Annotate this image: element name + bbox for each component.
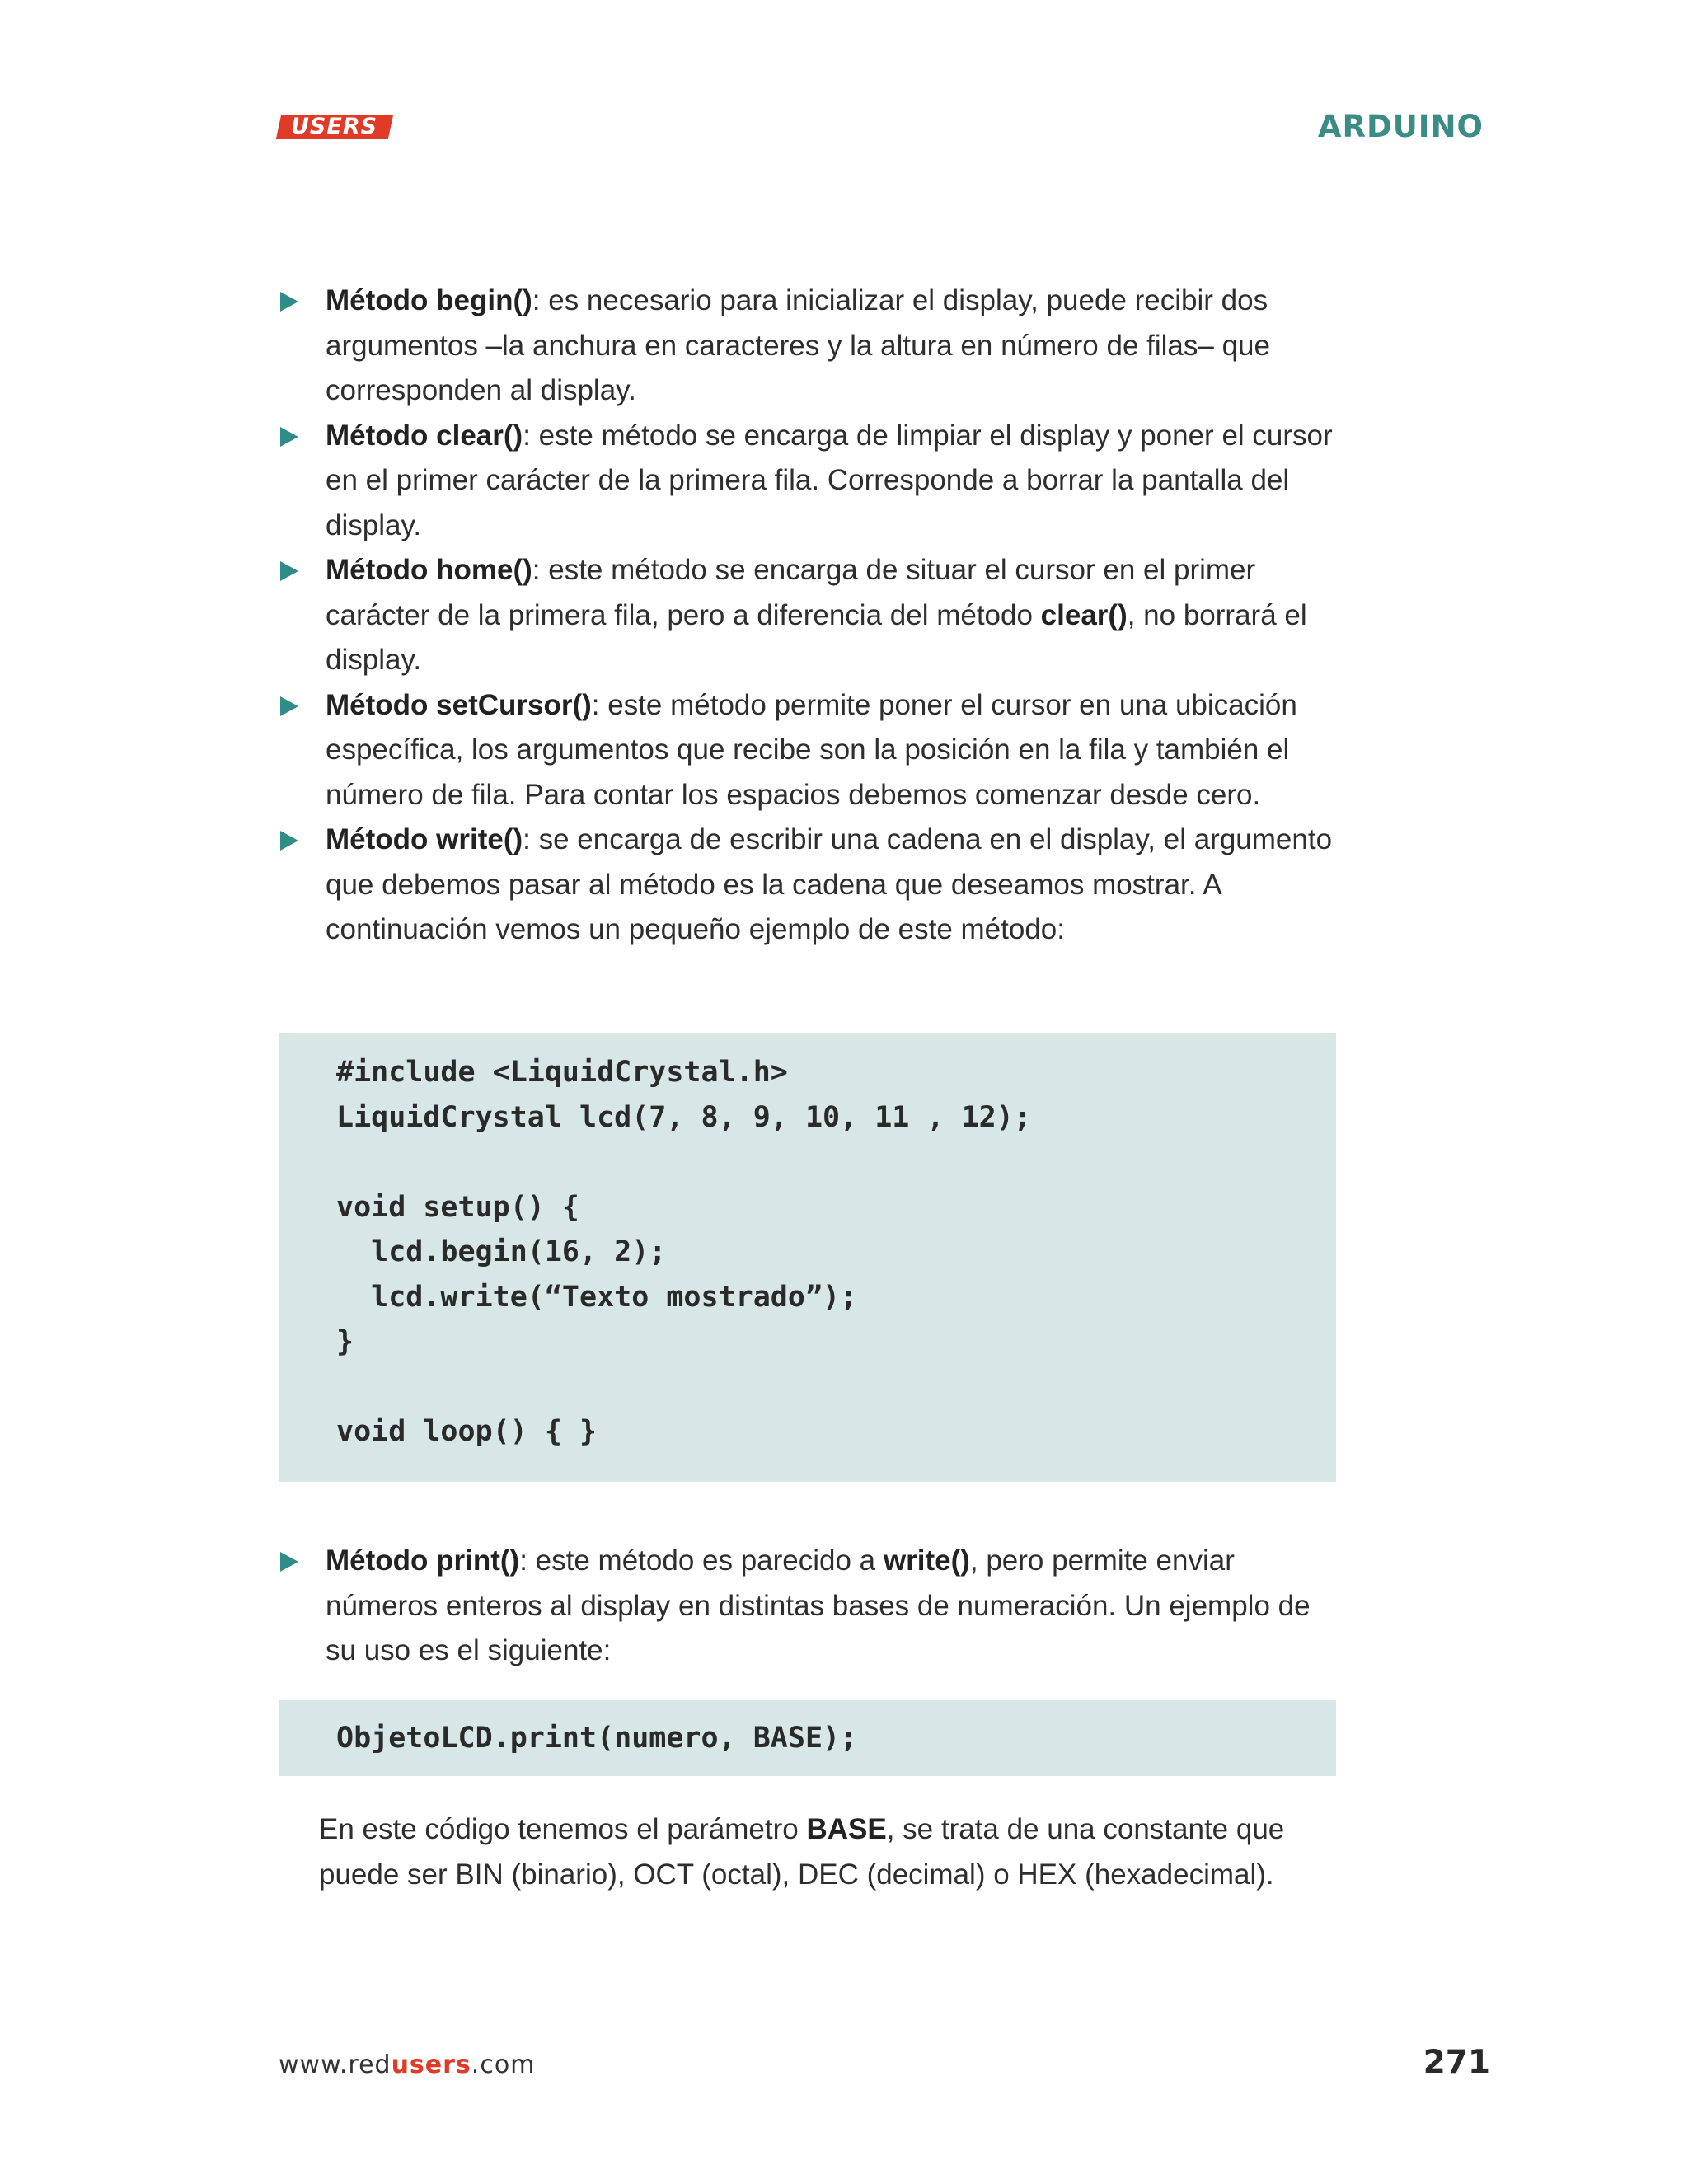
inline-keyword: write()	[883, 1544, 970, 1577]
code-line: }	[336, 1325, 354, 1358]
method-description-end: , no borrará el display.	[326, 598, 1307, 676]
triangle-bullet-icon	[280, 561, 298, 581]
code-line	[336, 1365, 1336, 1410]
method-name: Método begin()	[326, 284, 532, 316]
code-line: lcd.begin(16, 2);	[336, 1235, 667, 1268]
list-item-print	[279, 1539, 1342, 1674]
method-description: : este método se encarga de limpiar el display y poner el cursor en el primer carácter de la primera fila. Corresponde a borrar la pantalla del display.	[326, 419, 1333, 541]
code-line: void loop() { }	[336, 1415, 598, 1448]
url-prefix: www.red	[279, 2050, 392, 2079]
triangle-bullet-icon	[280, 292, 298, 312]
inline-keyword: BASE	[806, 1813, 887, 1845]
triangle-bullet-icon	[280, 427, 298, 447]
method-name: Método clear()	[326, 419, 523, 452]
code-line: ObjetoLCD.print(numero, BASE);	[336, 1722, 858, 1755]
body-paragraph	[319, 1807, 1341, 1897]
method-name: Método home()	[326, 554, 532, 586]
code-line: lcd.write(“Texto mostrado”);	[336, 1280, 858, 1314]
logo-text: USERS	[291, 114, 378, 139]
code-line: #include <LiquidCrystal.h>	[336, 1056, 788, 1089]
triangle-bullet-icon	[280, 696, 298, 716]
inline-keyword: clear()	[1040, 598, 1128, 631]
code-block-print	[279, 1700, 1336, 1776]
methods-list	[279, 279, 1342, 953]
method-description: : se encarga de escribir una cadena en el display, el argumento que debemos pasar al método es la cadena que deseamos mostrar. A continuación vemos un pequeño ejemplo de este método:	[326, 823, 1333, 945]
triangle-bullet-icon	[280, 1552, 298, 1572]
code-line: LiquidCrystal lcd(7, 8, 9, 10, 11 , 12);	[336, 1100, 1031, 1134]
method-description: : este método es parecido a	[519, 1544, 884, 1577]
section-title: ARDUINO	[1317, 109, 1484, 144]
method-description-end: , pero permite enviar números enteros al display en distintas bases de numeración. Un ejemplo de su uso es el siguiente:	[326, 1544, 1311, 1666]
paragraph-text-end: , se trata de una constante que puede ser BIN (binario), OCT (octal), DEC (decimal) o HEX (hexadecimal).	[319, 1813, 1285, 1891]
code-block-example	[279, 1033, 1336, 1482]
page-number: 271	[1423, 2044, 1490, 2081]
method-description: : este método permite poner el cursor en una ubicación específica, los argumentos que recibe son la posición en la fila y también el número de fila. Para contar los espacios debemos comenzar desde cero.	[326, 688, 1297, 811]
method-name: Método setCursor()	[326, 688, 592, 721]
footer-url	[279, 2050, 535, 2079]
methods-list-continued	[279, 1539, 1342, 1674]
method-description: : es necesario para inicializar el display, puede recibir dos argumentos –la anchura en caracteres y la altura en número de filas– que corresponden al display.	[326, 284, 1270, 406]
code-line	[336, 1140, 1336, 1185]
url-highlight: users	[391, 2050, 471, 2079]
list-item-begin	[279, 279, 1342, 414]
method-description: : este método se encarga de situar el cursor en el primer carácter de la primera fila, pero a diferencia del método	[326, 554, 1256, 631]
triangle-bullet-icon	[280, 831, 298, 851]
list-item-setcursor	[279, 683, 1342, 818]
list-item-write	[279, 818, 1342, 953]
url-suffix: .com	[471, 2050, 536, 2079]
list-item-clear	[279, 414, 1342, 549]
code-line: void setup() {	[336, 1190, 580, 1224]
method-name: Método write()	[326, 823, 523, 855]
users-logo	[276, 115, 393, 139]
method-name: Método print()	[326, 1544, 520, 1577]
list-item-home	[279, 548, 1342, 683]
paragraph-text: En este código tenemos el parámetro	[319, 1813, 807, 1845]
